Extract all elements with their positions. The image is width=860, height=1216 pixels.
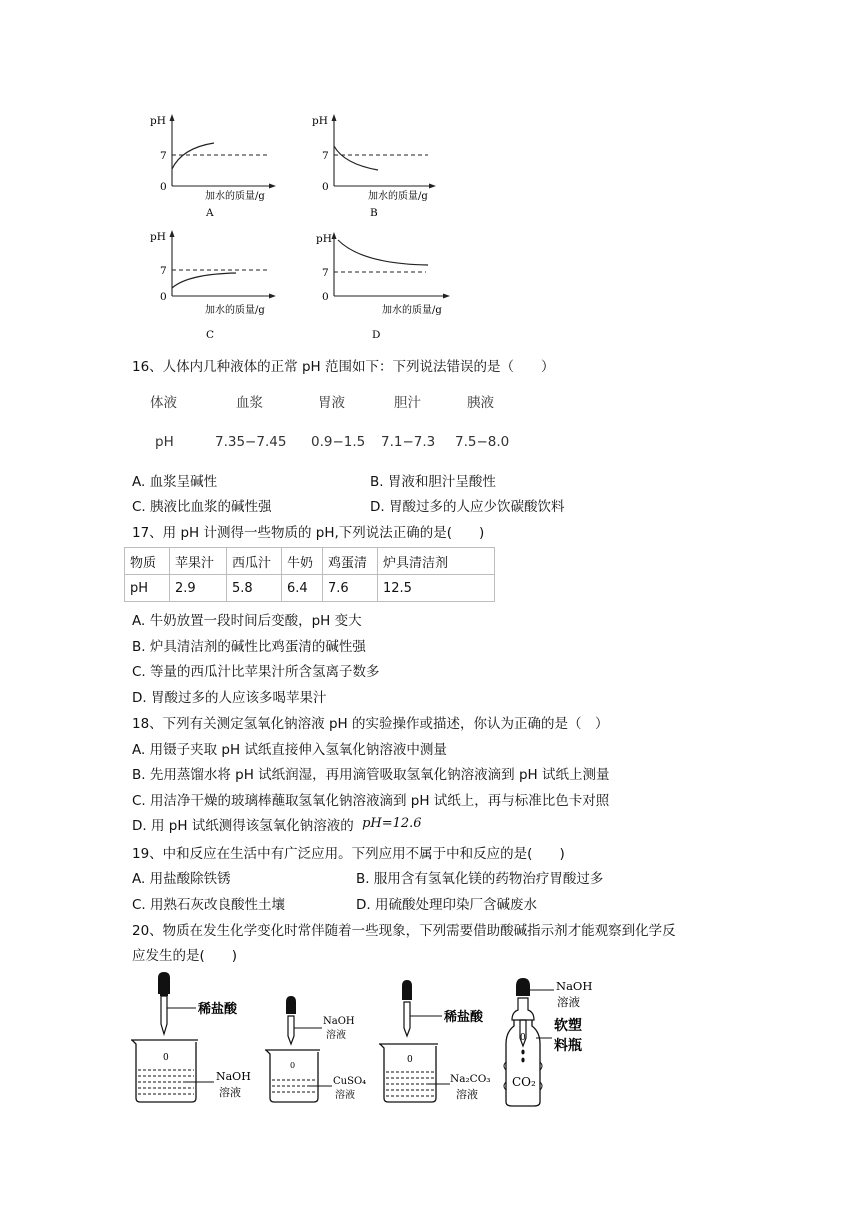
apparatus-1-solution-bottom: 溶液: [219, 1086, 241, 1099]
table-cell: 物质: [125, 548, 170, 575]
q16-option-c: C. 胰液比血浆的碱性强: [132, 499, 272, 515]
apparatus-4: [504, 978, 592, 1106]
apparatus-3-mark: 0: [407, 1055, 413, 1065]
apparatus-1-solution-top: NaOH: [216, 1070, 251, 1083]
graph-b: [312, 114, 436, 219]
table-cell: 2.9: [170, 575, 227, 602]
apparatus-2-solution-top: CuSO₄: [333, 1076, 367, 1087]
graph-c: [150, 230, 276, 341]
apparatus-3-solution-top: Na₂CO₃: [450, 1073, 491, 1085]
table-cell: pH: [125, 575, 170, 602]
graph-a-seven: 7: [160, 150, 167, 162]
graph-b-zero: 0: [322, 181, 329, 193]
q17-option-b: B. 炉具清洁剂的碱性比鸡蛋清的碱性强: [132, 639, 366, 655]
apparatus-4-bottle-top: 软塑: [554, 1018, 582, 1034]
apparatus-2: [265, 996, 366, 1102]
q16-option-b: B. 胃液和胆汁呈酸性: [370, 474, 496, 490]
q16-option-d: D. 胃酸过多的人应少饮碳酸饮料: [370, 499, 565, 515]
q16-stem: 16、人体内几种液体的正常 pH 范围如下：下列说法错误的是（ ）: [132, 359, 555, 375]
table-cell: 6.4: [282, 575, 323, 602]
graph-d-zero: 0: [322, 291, 329, 303]
graph-a-xlabel: 加水的质量/g: [205, 191, 265, 202]
q18-option-d-text: D. 用 pH 试纸测得该氢氧化钠溶液的: [132, 818, 354, 834]
q17-ph-table: [124, 547, 495, 602]
q19-option-a: A. 用盐酸除铁锈: [132, 871, 231, 887]
q19-option-d: D. 用硫酸处理印染厂含碱废水: [356, 897, 537, 913]
apparatus-2-dropper-top: NaOH: [323, 1016, 355, 1027]
apparatus-3: [379, 980, 491, 1102]
apparatus-4-dropper-bottom: 溶液: [557, 995, 580, 1009]
apparatus-4-bottle-bottom: 料瓶: [554, 1038, 582, 1054]
apparatus-2-solution-bottom: 溶液: [335, 1090, 355, 1101]
q16-option-a: A. 血浆呈碱性: [132, 474, 218, 490]
table-row: [125, 548, 495, 575]
graph-d-ylabel: pH: [316, 233, 332, 245]
apparatus-4-gas: CO₂: [512, 1075, 536, 1089]
apparatus-1-mark: 0: [163, 1053, 169, 1063]
q18-option-c: C. 用洁净干燥的玻璃棒蘸取氢氧化钠溶液滴到 pH 试纸上，再与标准比色卡对照: [132, 793, 610, 809]
q16-header-row: [150, 391, 570, 409]
graph-b-ylabel: pH: [312, 115, 328, 127]
q16-value-cell: 7.35−7.45: [215, 434, 287, 450]
apparatus-3-dropper-label: 稀盐酸: [444, 1010, 484, 1025]
q16-value-cell: pH: [155, 434, 174, 450]
graph-d-xlabel: 加水的质量/g: [382, 305, 442, 316]
graph-d-letter: D: [372, 329, 381, 341]
graph-a-ylabel: pH: [150, 115, 166, 127]
graph-d-seven: 7: [322, 267, 329, 279]
q16-header-cell: 体液: [150, 395, 177, 411]
q20-stem-line1: 20、物质在发生化学变化时常伴随着一些现象，下列需要借助酸碱指示剂才能观察到化学反: [132, 923, 676, 939]
q17-option-a: A. 牛奶放置一段时间后变酸，pH 变大: [132, 613, 362, 629]
q16-header-cell: 血浆: [236, 395, 263, 411]
q17-option-c: C. 等量的西瓜汁比苹果汁所含氢离子数多: [132, 664, 380, 680]
graph-b-xlabel: 加水的质量/g: [368, 191, 428, 202]
table-row: [125, 575, 495, 602]
apparatus-4-dropper-top: NaOH: [556, 979, 593, 993]
table-cell: 12.5: [378, 575, 495, 602]
q16-header-cell: 胆汁: [394, 395, 421, 411]
apparatus-3-solution-bottom: 溶液: [456, 1088, 478, 1101]
graph-c-ylabel: pH: [150, 231, 166, 243]
apparatus-2-dropper-bottom: 溶液: [326, 1030, 346, 1041]
q18-option-b: B. 先用蒸馏水将 pH 试纸润湿，再用滴管吸取氢氧化钠溶液滴到 pH 试纸上测量: [132, 767, 610, 783]
q16-header-cell: 胰液: [467, 395, 494, 411]
table-cell: 7.6: [323, 575, 378, 602]
q18-option-d: [132, 817, 422, 836]
apparatus-1: [131, 972, 251, 1102]
q16-value-cell: 0.9−1.5: [311, 434, 366, 450]
graph-c-letter: C: [206, 329, 215, 341]
graph-a-zero: 0: [160, 181, 167, 193]
q18-formula: pH=12.6: [362, 816, 422, 831]
graph-d: [316, 232, 450, 341]
q16-value-row: [155, 434, 575, 452]
apparatus-4-mark: 0: [520, 1033, 526, 1043]
q20-apparatus: [126, 972, 646, 1112]
graph-c-zero: 0: [160, 291, 167, 303]
graph-b-seven: 7: [322, 150, 329, 162]
q19-option-b: B. 服用含有氢氧化镁的药物治疗胃酸过多: [356, 871, 604, 887]
q17-option-d: D. 胃酸过多的人应该多喝苹果汁: [132, 690, 327, 706]
q18-option-a: A. 用镊子夹取 pH 试纸直接伸入氢氧化钠溶液中测量: [132, 742, 447, 758]
apparatus-2-mark: 0: [290, 1061, 296, 1070]
graph-a-letter: A: [206, 207, 214, 219]
graph-c-xlabel: 加水的质量/g: [205, 305, 265, 316]
graph-c-seven: 7: [160, 265, 167, 277]
table-cell: 苹果汁: [170, 548, 227, 575]
q20-stem-line2: 应发生的是( ): [132, 948, 238, 964]
apparatus-1-dropper-label: 稀盐酸: [198, 1002, 238, 1017]
graph-a: [150, 114, 276, 219]
q16-header-cell: 胃液: [318, 395, 345, 411]
table-cell: 鸡蛋清: [323, 548, 378, 575]
q17-stem: 17、用 pH 计测得一些物质的 pH,下列说法正确的是( ): [132, 525, 485, 541]
table-cell: 西瓜汁: [227, 548, 282, 575]
q19-stem: 19、中和反应在生活中有广泛应用。下列应用不属于中和反应的是( ): [132, 846, 565, 862]
q16-value-cell: 7.1−7.3: [381, 434, 436, 450]
ph-graphs: [150, 108, 470, 348]
graph-b-letter: B: [370, 207, 378, 219]
table-cell: 炉具清洁剂: [378, 548, 495, 575]
q18-stem: 18、下列有关测定氢氧化钠溶液 pH 的实验操作或描述，你认为正确的是（ ）: [132, 716, 609, 732]
q16-value-cell: 7.5−8.0: [455, 434, 510, 450]
q19-option-c: C. 用熟石灰改良酸性土壤: [132, 897, 286, 913]
table-cell: 牛奶: [282, 548, 323, 575]
table-cell: 5.8: [227, 575, 282, 602]
